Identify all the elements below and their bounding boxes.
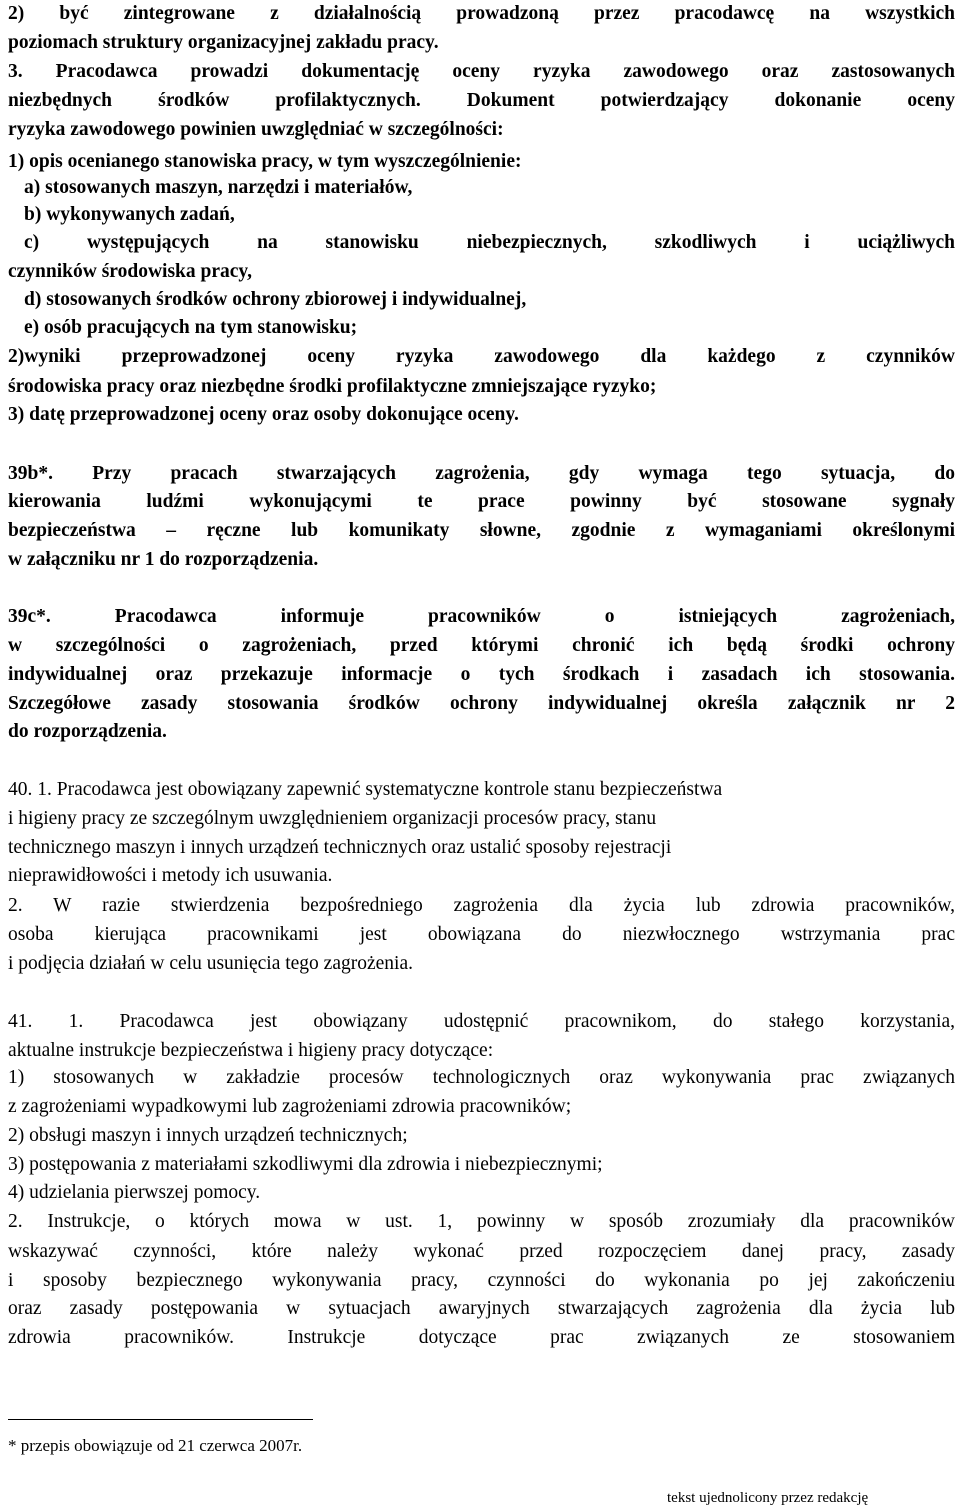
list-item: e) osób pracujących na tym stanowisku; <box>24 317 358 338</box>
text-line: kierowania ludźmi wykonującymi te prace powinny być stosowane sygnały <box>8 491 955 512</box>
footnote-divider <box>8 1419 313 1420</box>
text-line: do rozporządzenia. <box>8 721 167 742</box>
paragraph-40-line: 40. 1. Pracodawca jest obowiązany zapewnić systematyczne kontrole stanu bezpieczeństwa <box>8 779 723 800</box>
text-line: technicznego maszyn i innych urządzeń technicznych oraz ustalić sposoby rejestracji <box>8 837 672 858</box>
text-line: 3. Pracodawca prowadzi dokumentację oceny ryzyka zawodowego oraz zastosowanych <box>8 61 955 82</box>
text-line: 2)wyniki przeprowadzonej oceny ryzyka zawodowego dla każdego z czynników <box>8 346 955 367</box>
list-item: 4) udzielania pierwszej pomocy. <box>8 1182 261 1203</box>
text-line: 3) datę przeprowadzonej oceny oraz osoby dokonujące oceny. <box>8 404 519 425</box>
text-line: osoba kierująca pracownikami jest obowiązana do niezwłocznego wstrzymania prac <box>8 924 955 945</box>
footnote: * przepis obowiązuje od 21 czerwca 2007r. <box>8 1436 303 1455</box>
text-line: nieprawidłowości i metody ich usuwania. <box>8 865 333 886</box>
list-item: 2) obsługi maszyn i innych urządzeń technicznych; <box>8 1125 408 1146</box>
text-line: oraz zasady postępowania w sytuacjach awaryjnych stwarzających zagrożenia dla życia lub <box>8 1298 955 1319</box>
list-item: 1) stosowanych w zakładzie procesów technologicznych oraz wykonywania prac związanych <box>8 1067 955 1088</box>
corner-note: tekst ujednolicony przez redakcję <box>667 1490 869 1506</box>
text-line: indywidualnej oraz przekazuje informacje o tych środkach i zasadach ich stosowania. <box>8 664 955 685</box>
paragraph-39b-line: 39b*. Przy pracach stwarzających zagrożenia, gdy wymaga tego sytuacja, do <box>8 463 955 484</box>
text-line: wskazywać czynności, które należy wykonać przed rozpoczęciem danej pracy, zasady <box>8 1241 955 1262</box>
paragraph-39c-line: 39c*. Pracodawca informuje pracowników o istniejących zagrożeniach, <box>8 606 955 627</box>
text-line: ryzyka zawodowego powinien uwzględniać w szczególności: <box>8 119 504 140</box>
text-line: czynników środowiska pracy, <box>8 261 252 282</box>
text-line: bezpieczeństwa – ręczne lub komunikaty słowne, zgodnie z wymaganiami określonymi <box>8 520 955 541</box>
list-item: a) stosowanych maszyn, narzędzi i materiałów, <box>24 177 413 198</box>
list-item: d) stosowanych środków ochrony zbiorowej i indywidualnej, <box>24 289 527 310</box>
paragraph-41-line: 41. 1. Pracodawca jest obowiązany udostępnić pracownikom, do stałego korzystania, <box>8 1011 955 1032</box>
text-line: 2) być zintegrowane z działalnością prowadzoną przez pracodawcę na wszystkich <box>8 3 955 24</box>
text-line: 1) opis ocenianego stanowiska pracy, w tym wyszczególnienie: <box>8 151 522 172</box>
text-line: środowiska pracy oraz niezbędne środki profilaktyczne zmniejszające ryzyko; <box>8 376 657 397</box>
text-line: i sposoby bezpiecznego wykonywania pracy, czynności do wykonania po jej zakończeniu <box>8 1270 955 1291</box>
list-item: 3) postępowania z materiałami szkodliwymi dla zdrowia i niebezpiecznymi; <box>8 1154 603 1175</box>
list-item: c) występujących na stanowisku niebezpiecznych, szkodliwych i uciążliwych <box>24 232 955 253</box>
text-line: 2. W razie stwierdzenia bezpośredniego zagrożenia dla życia lub zdrowia pracowników, <box>8 895 955 916</box>
text-line: Szczegółowe zasady stosowania środków ochrony indywidualnej określa załącznik nr 2 <box>8 693 955 714</box>
text-line: i podjęcia działań w celu usunięcia tego zagrożenia. <box>8 953 413 974</box>
text-line: w szczególności o zagrożeniach, przed którymi chronić ich będą środki ochrony <box>8 635 955 656</box>
text-line: aktualne instrukcje bezpieczeństwa i higieny pracy dotyczące: <box>8 1040 494 1061</box>
text-line: i higieny pracy ze szczególnym uwzględnieniem organizacji procesów pracy, stanu <box>8 808 657 829</box>
list-item: b) wykonywanych zadań, <box>24 204 235 225</box>
text-line: w załączniku nr 1 do rozporządzenia. <box>8 549 319 570</box>
text-line: niezbędnych środków profilaktycznych. Dokument potwierdzający dokonanie oceny <box>8 90 955 111</box>
text-line: z zagrożeniami wypadkowymi lub zagrożeniami zdrowia pracowników; <box>8 1096 572 1117</box>
text-line: 2. Instrukcje, o których mowa w ust. 1, powinny w sposób zrozumiały dla pracowników <box>8 1211 955 1232</box>
text-line: poziomach struktury organizacyjnej zakładu pracy. <box>8 32 439 53</box>
text-line: zdrowia pracowników. Instrukcje dotyczące prac związanych ze stosowaniem <box>8 1327 955 1348</box>
